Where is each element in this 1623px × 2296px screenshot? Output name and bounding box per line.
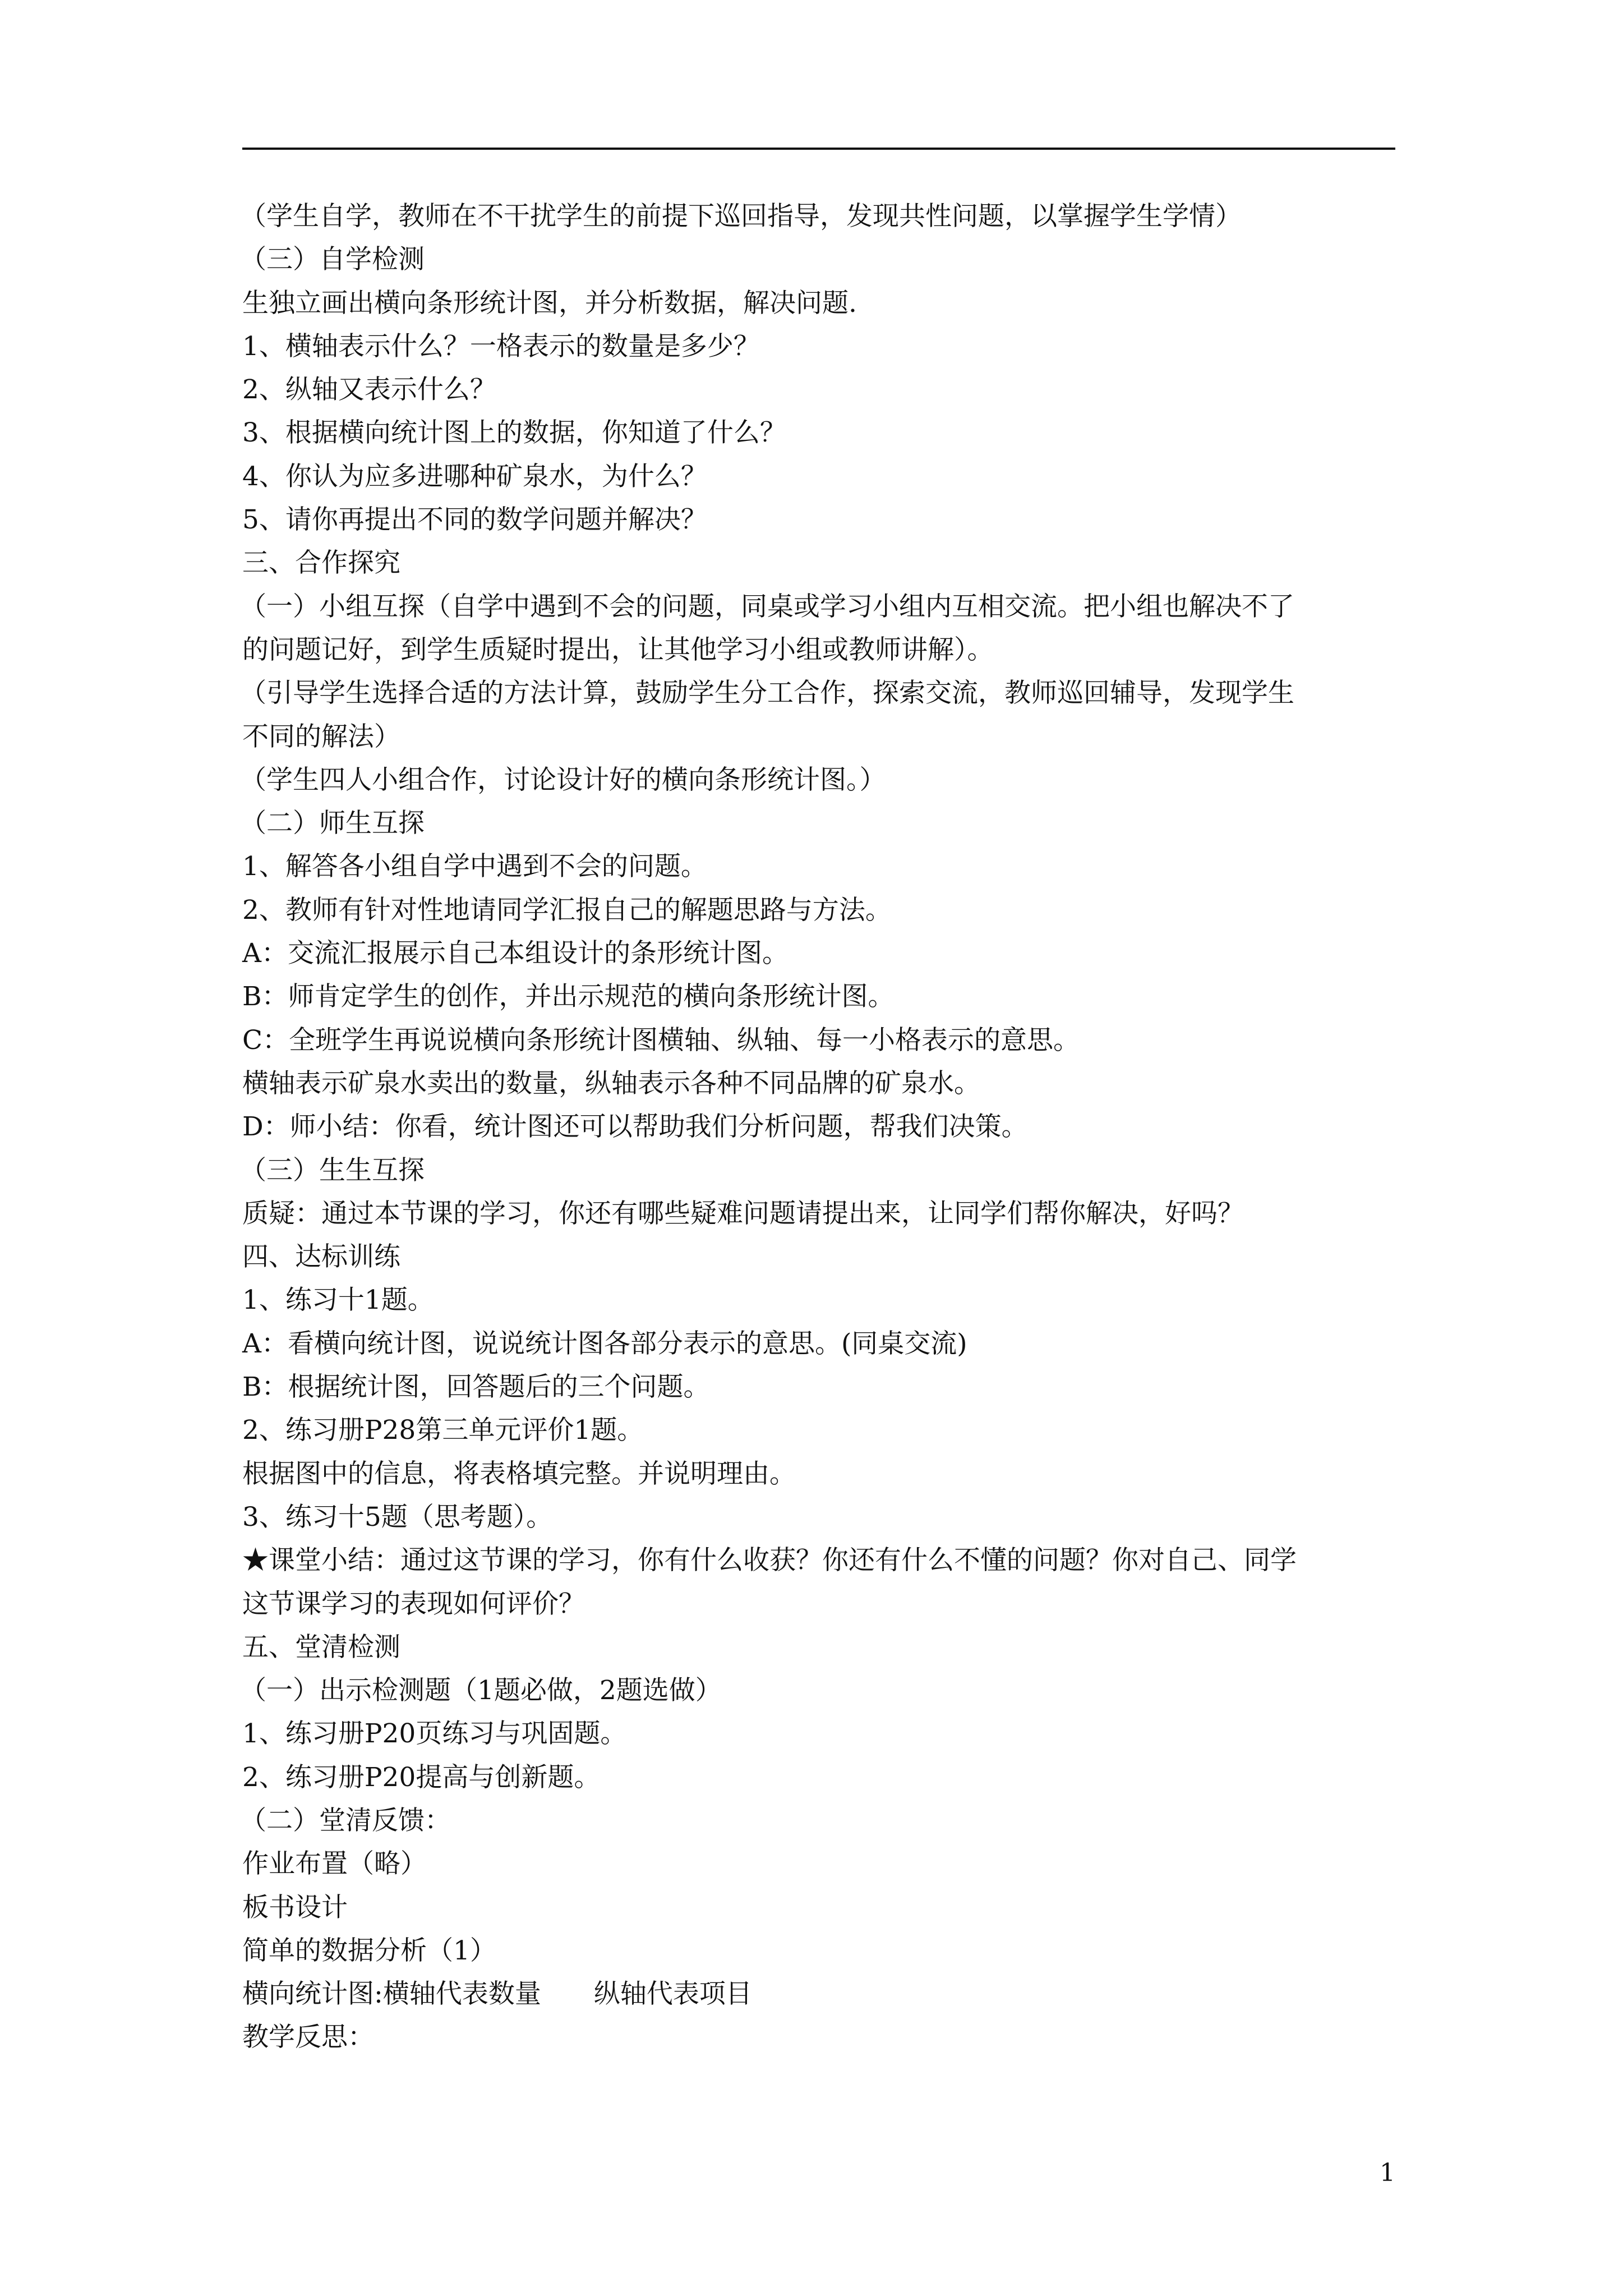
text-line: （学生四人小组合作，讨论设计好的横向条形统计图。） <box>240 764 886 795</box>
text-line: 这节课学习的表现如何评价？ <box>242 1588 585 1619</box>
text-line: （引导学生选择合适的方法计算，鼓励学生分工合作，探索交流，教师巡回辅导，发现学生 <box>240 678 1294 709</box>
section-heading: （三）自学检测 <box>240 244 425 275</box>
text-line: 质疑：通过本节课的学习，你还有哪些疑难问题请提出来，让同学们帮你解决，好吗？ <box>242 1198 1244 1229</box>
list-item: B：根据统计图，回答题后的三个问题。 <box>242 1372 710 1403</box>
text-line: 板书设计 <box>242 1892 348 1923</box>
list-item: 1、练习十1题。 <box>242 1285 434 1316</box>
list-item: 4、你认为应多进哪种矿泉水，为什么？ <box>242 461 707 492</box>
text-line: 简单的数据分析（1） <box>242 1935 496 1966</box>
section-heading: （一）小组互探（自学中遇到不会的问题，同桌或学习小组内互相交流。把小组也解决不了 <box>240 591 1294 622</box>
section-heading: 四、达标训练 <box>242 1241 400 1273</box>
list-item: 2、教师有针对性地请同学汇报自己的解题思路与方法。 <box>242 894 892 926</box>
text-line: 横轴表示矿泉水卖出的数量，纵轴表示各种不同品牌的矿泉水。 <box>242 1068 980 1099</box>
page-number: 1 <box>1380 2159 1395 2187</box>
list-item: 3、练习十5题（思考题）。 <box>242 1501 553 1533</box>
text-line: 的问题记好，到学生质疑时提出，让其他学习小组或教师讲解）。 <box>242 634 994 665</box>
list-item: 5、请你再提出不同的数学问题并解决？ <box>242 504 707 536</box>
section-heading: （一）出示检测题（1题必做，2题选做） <box>240 1675 722 1706</box>
section-heading: （二）堂清反馈： <box>240 1805 451 1836</box>
list-item: C：全班学生再说说横向条形统计图横轴、纵轴、每一小格表示的意思。 <box>242 1024 1080 1056</box>
text-line: 生独立画出横向条形统计图，并分析数据，解决问题. <box>242 287 857 319</box>
list-item: D：师小结：你看，统计图还可以帮助我们分析问题，帮我们决策。 <box>242 1111 1028 1143</box>
section-heading: 五、堂清检测 <box>242 1631 400 1663</box>
document-body <box>242 195 1398 2059</box>
text-line: 根据图中的信息，将表格填完整。并说明理由。 <box>242 1458 796 1489</box>
list-item: 3、根据横向统计图上的数据，你知道了什么？ <box>242 417 786 449</box>
text-line: （学生自学，教师在不干扰学生的前提下巡回指导，发现共性问题，以掌握学生学情） <box>240 201 1242 232</box>
section-heading: （三）生生互探 <box>240 1154 425 1186</box>
list-item: 2、练习册P20提高与创新题。 <box>242 1761 601 1793</box>
text-line: 横向统计图:横轴代表数量 纵轴代表项目 <box>242 1978 752 2010</box>
text-line: ★课堂小结：通过这节课的学习，你有什么收获？你还有什么不懂的问题？你对自己、同学 <box>242 1545 1297 1576</box>
list-item: A：看横向统计图，说说统计图各部分表示的意思。(同桌交流) <box>242 1328 967 1359</box>
text-line: 不同的解法） <box>242 721 400 752</box>
list-item: 1、练习册P20页练习与巩固题。 <box>242 1718 627 1750</box>
section-heading: （二）师生互探 <box>240 808 425 839</box>
list-item: A：交流汇报展示自己本组设计的条形统计图。 <box>242 938 789 969</box>
header-rule <box>242 148 1395 150</box>
list-item: 1、解答各小组自学中遇到不会的问题。 <box>242 851 707 882</box>
list-item: 2、练习册P28第三单元评价1题。 <box>242 1415 644 1446</box>
list-item: 2、纵轴又表示什么？ <box>242 374 496 406</box>
list-item: B：师肯定学生的创作，并出示规范的横向条形统计图。 <box>242 981 895 1013</box>
text-line: 作业布置（略） <box>242 1848 427 1880</box>
text-line: 教学反思： <box>242 2022 374 2053</box>
list-item: 1、横轴表示什么？一格表示的数量是多少？ <box>242 330 760 362</box>
section-heading: 三、合作探究 <box>242 547 400 579</box>
